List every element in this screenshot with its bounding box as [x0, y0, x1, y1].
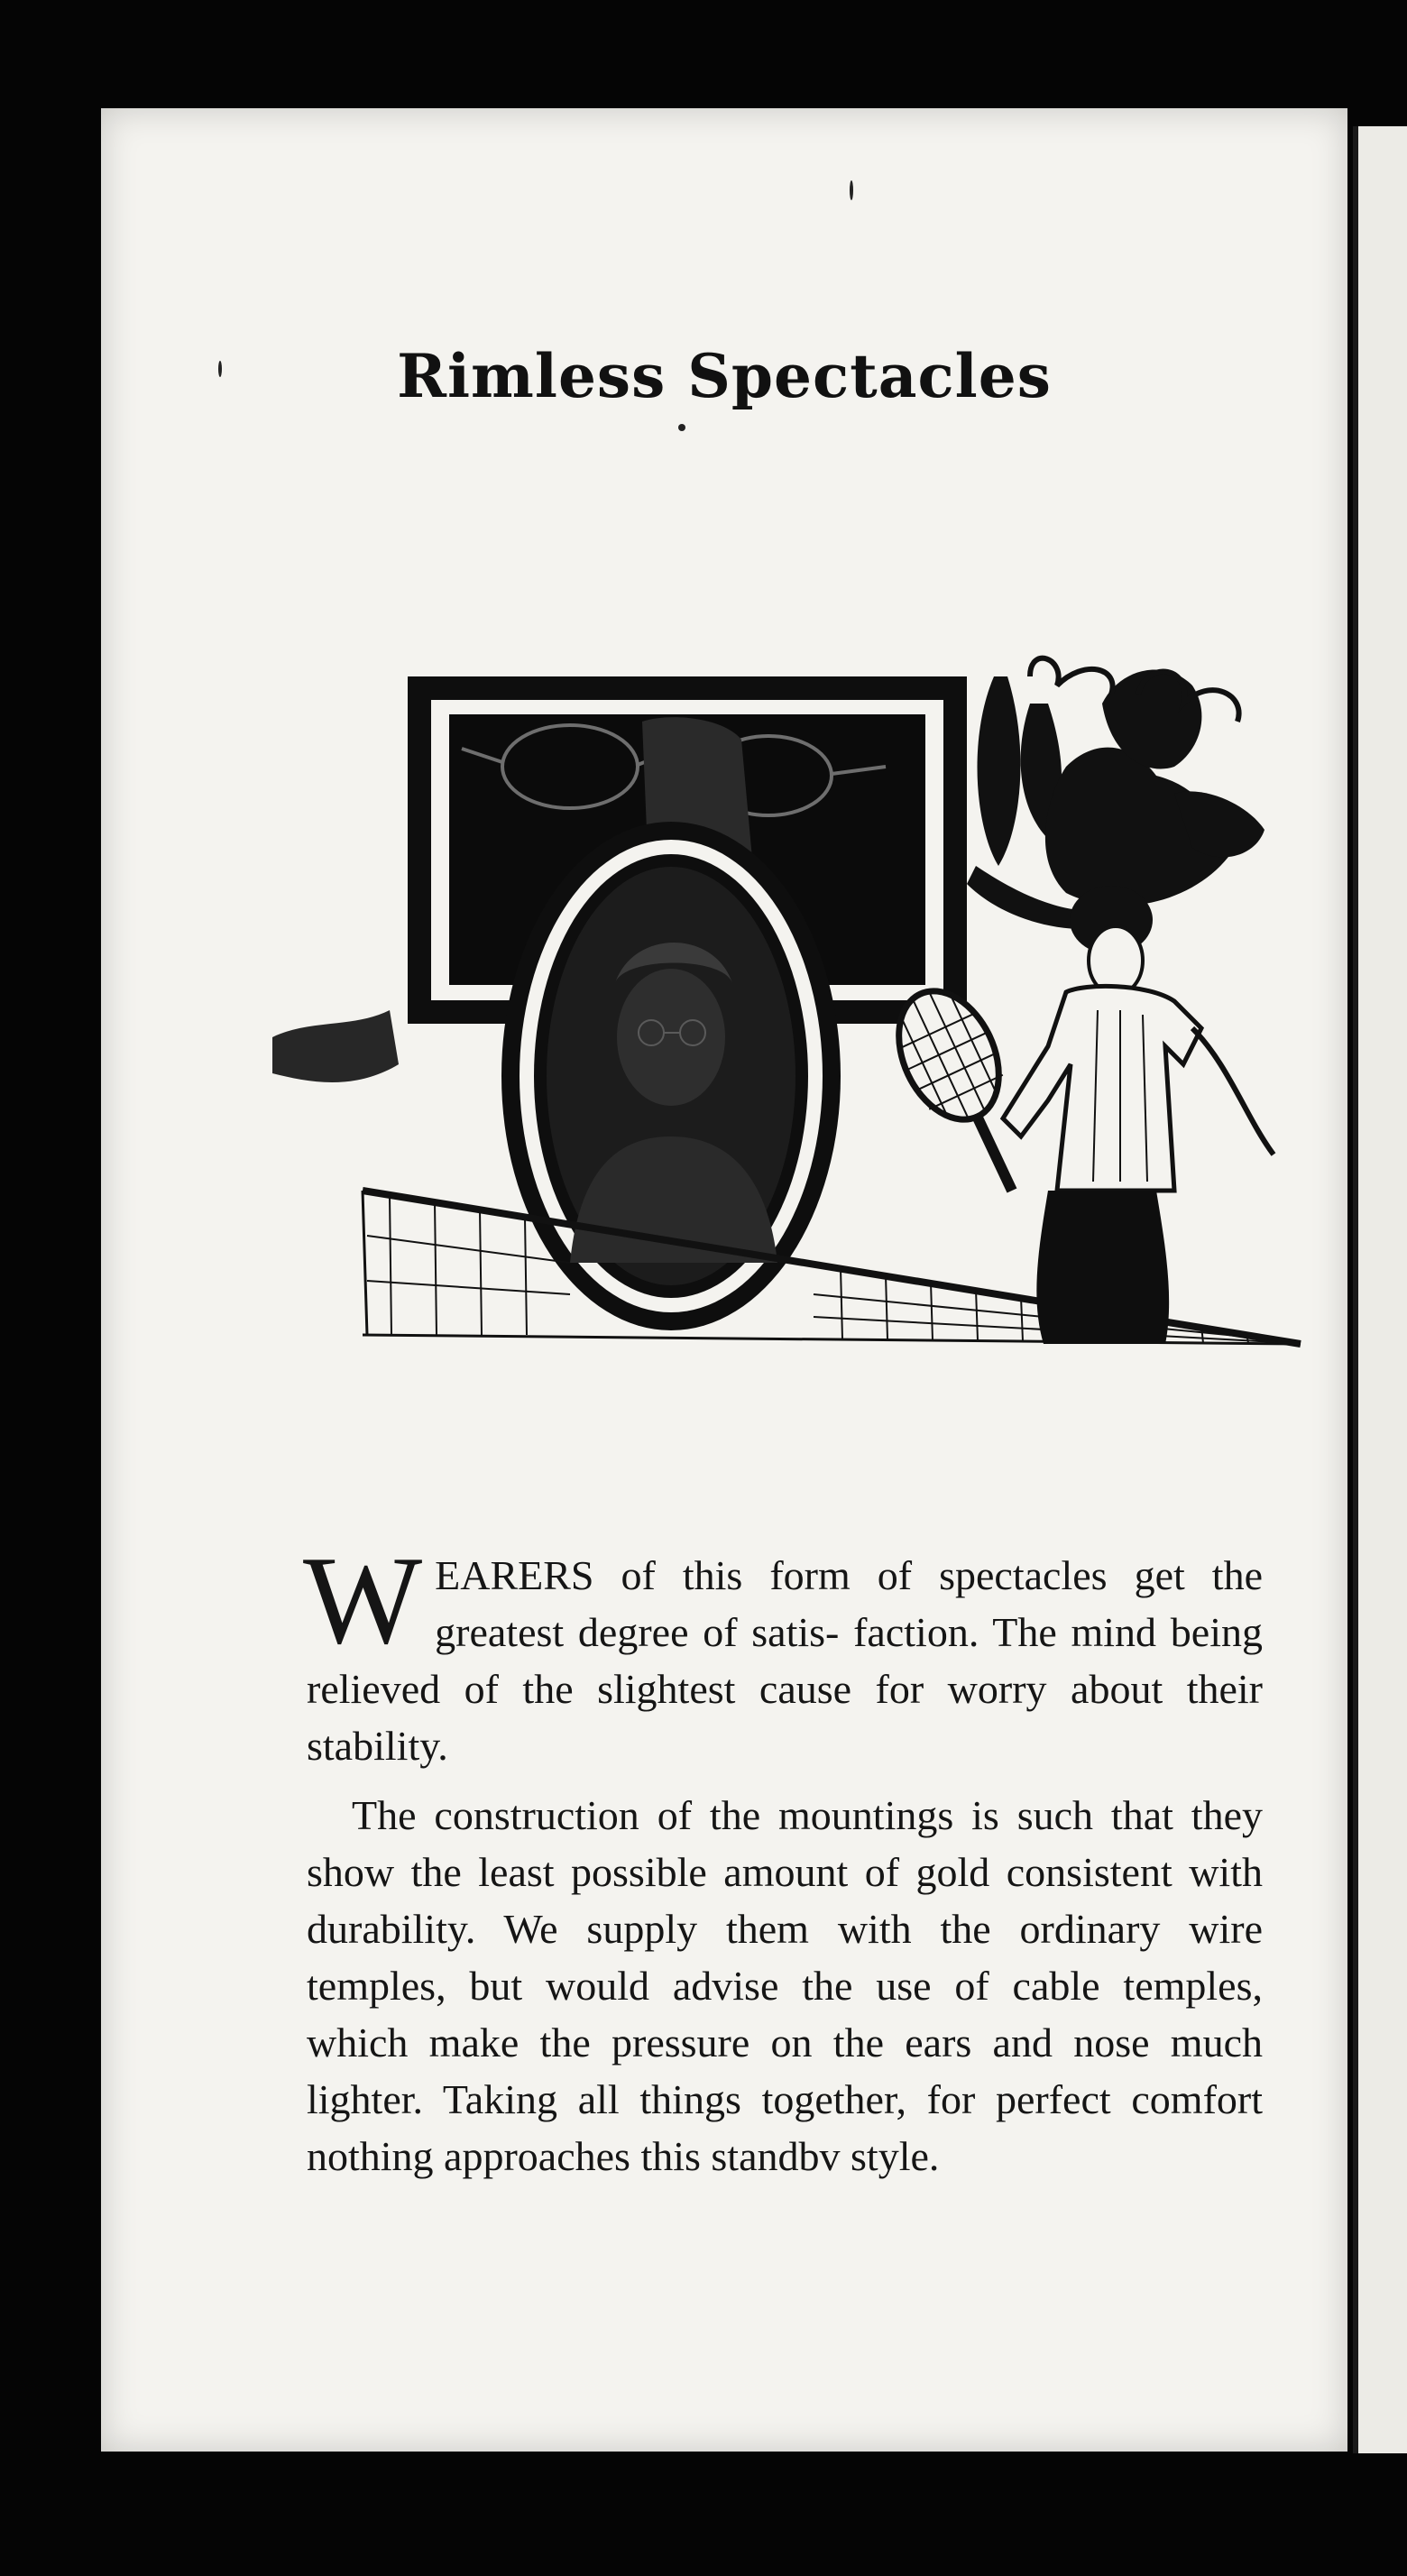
shrub-shading [272, 1010, 399, 1082]
drop-cap: W [303, 1531, 423, 1670]
paragraph-2: The construction of the mountings is such that they show the least possible amount of gold consistent with durability. We supply them with the ordinary wire temples, but would advise the use of cable temples, which make the pressure on the ears and nose much lighter. Taking all things together, for perfect comfort nothing approaches this standbv style. [307, 1792, 1263, 2179]
page-title: Rimless Spectacles [397, 341, 1052, 411]
adjacent-page-edge [1353, 126, 1407, 2453]
paragraph-1-text: EARERS of this form of spectacles get the greatest degree of satis- faction. The mind being relieved of the slightest cause for worry about their stability. [307, 1552, 1263, 1769]
rimless-spectacles-illustration [254, 559, 1310, 1371]
body-text [303, 1531, 1263, 2197]
portrait-oval [501, 822, 841, 1330]
paragraph-1 [303, 1531, 1263, 1774]
print-speck [850, 180, 853, 200]
document-page [101, 108, 1347, 2452]
print-speck [678, 424, 685, 431]
